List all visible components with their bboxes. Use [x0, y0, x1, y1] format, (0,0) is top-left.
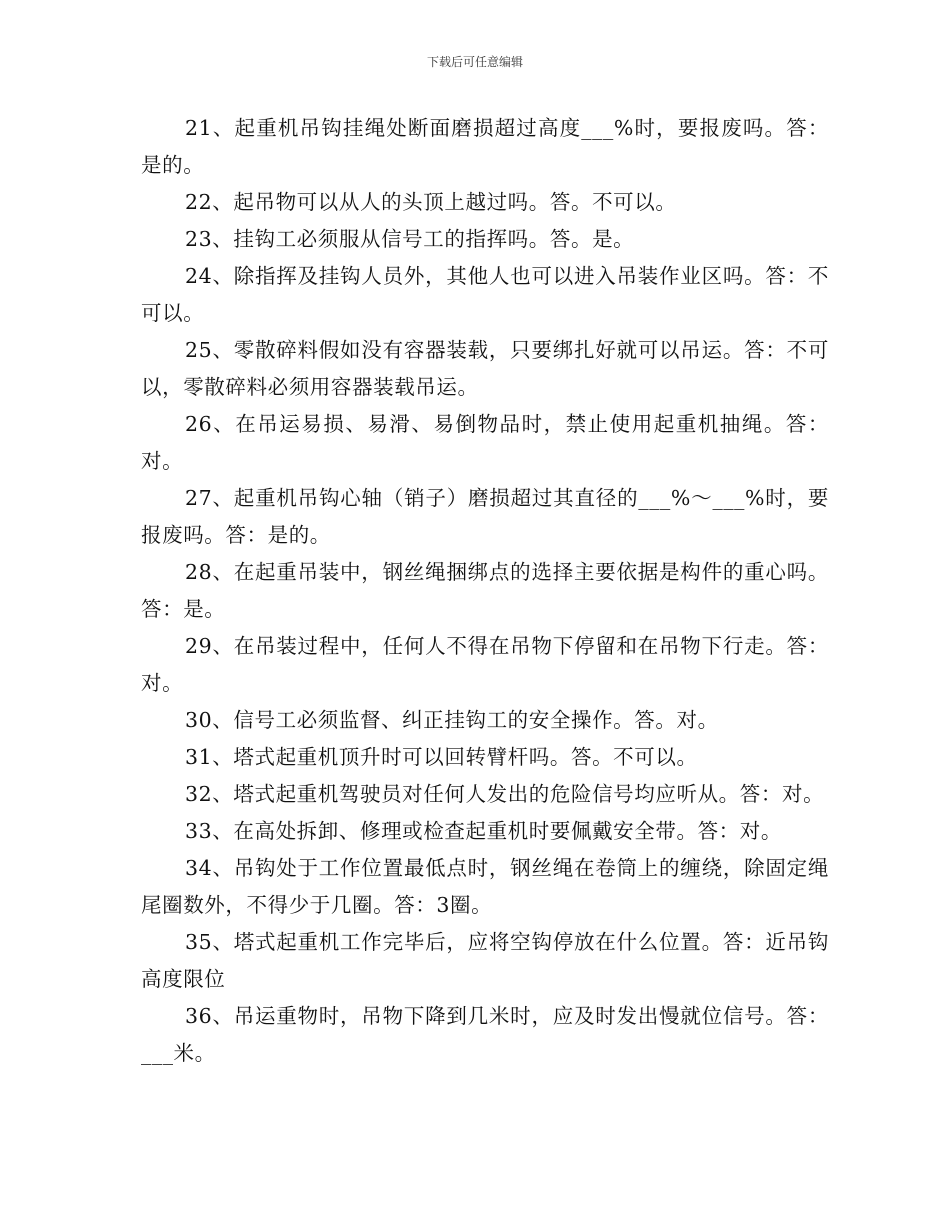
qa-item-28: 28、在起重吊装中，钢丝绳捆绑点的选择主要依据是构件的重心吗。答：是。	[141, 560, 829, 621]
qa-list	[141, 110, 829, 1072]
qa-item-23: 23、挂钩工必须服从信号工的指挥吗。答。是。	[185, 227, 635, 251]
qa-item-31: 31、塔式起重机顶升时可以回转臂杆吗。答。不可以。	[185, 745, 698, 769]
qa-item-27: 27、起重机吊钩心轴（销子）磨损超过其直径的___%～___%时，要报废吗。答：是的。	[141, 486, 829, 547]
qa-item-22: 22、起吊物可以从人的头顶上越过吗。答。不可以。	[185, 190, 677, 214]
qa-item-35: 35、塔式起重机工作完毕后，应将空钩停放在什么位置。答：近吊钩高度限位	[141, 930, 829, 991]
qa-item-34: 34、吊钩处于工作位置最低点时，钢丝绳在卷筒上的缠绕，除固定绳尾圈数外，不得少于几圈。答：3圈。	[141, 856, 829, 917]
qa-item-21: 21、起重机吊钩挂绳处断面磨损超过高度___%时，要报废吗。答：是的。	[141, 116, 829, 177]
qa-item-24: 24、除指挥及挂钩人员外，其他人也可以进入吊装作业区吗。答：不可以。	[141, 264, 829, 325]
qa-item-29: 29、在吊装过程中，任何人不得在吊物下停留和在吊物下行走。答：对。	[141, 634, 829, 695]
qa-item-36: 36、吊运重物时，吊物下降到几米时，应及时发出慢就位信号。答：___米。	[141, 1004, 829, 1065]
qa-item-33: 33、在高处拆卸、修理或检查起重机时要佩戴安全带。答：对。	[185, 819, 782, 843]
qa-item-32: 32、塔式起重机驾驶员对任何人发出的危险信号均应听从。答：对。	[185, 782, 825, 806]
page-header-note: 下载后可任意编辑	[426, 55, 523, 69]
qa-item-25: 25、零散碎料假如没有容器装载，只要绑扎好就可以吊运。答：不可以，零散碎料必须用容器装载吊运。	[141, 338, 829, 399]
qa-item-30: 30、信号工必须监督、纠正挂钩工的安全操作。答。对。	[185, 708, 719, 732]
qa-item-26: 26、在吊运易损、易滑、易倒物品时，禁止使用起重机抽绳。答：对。	[141, 412, 829, 473]
